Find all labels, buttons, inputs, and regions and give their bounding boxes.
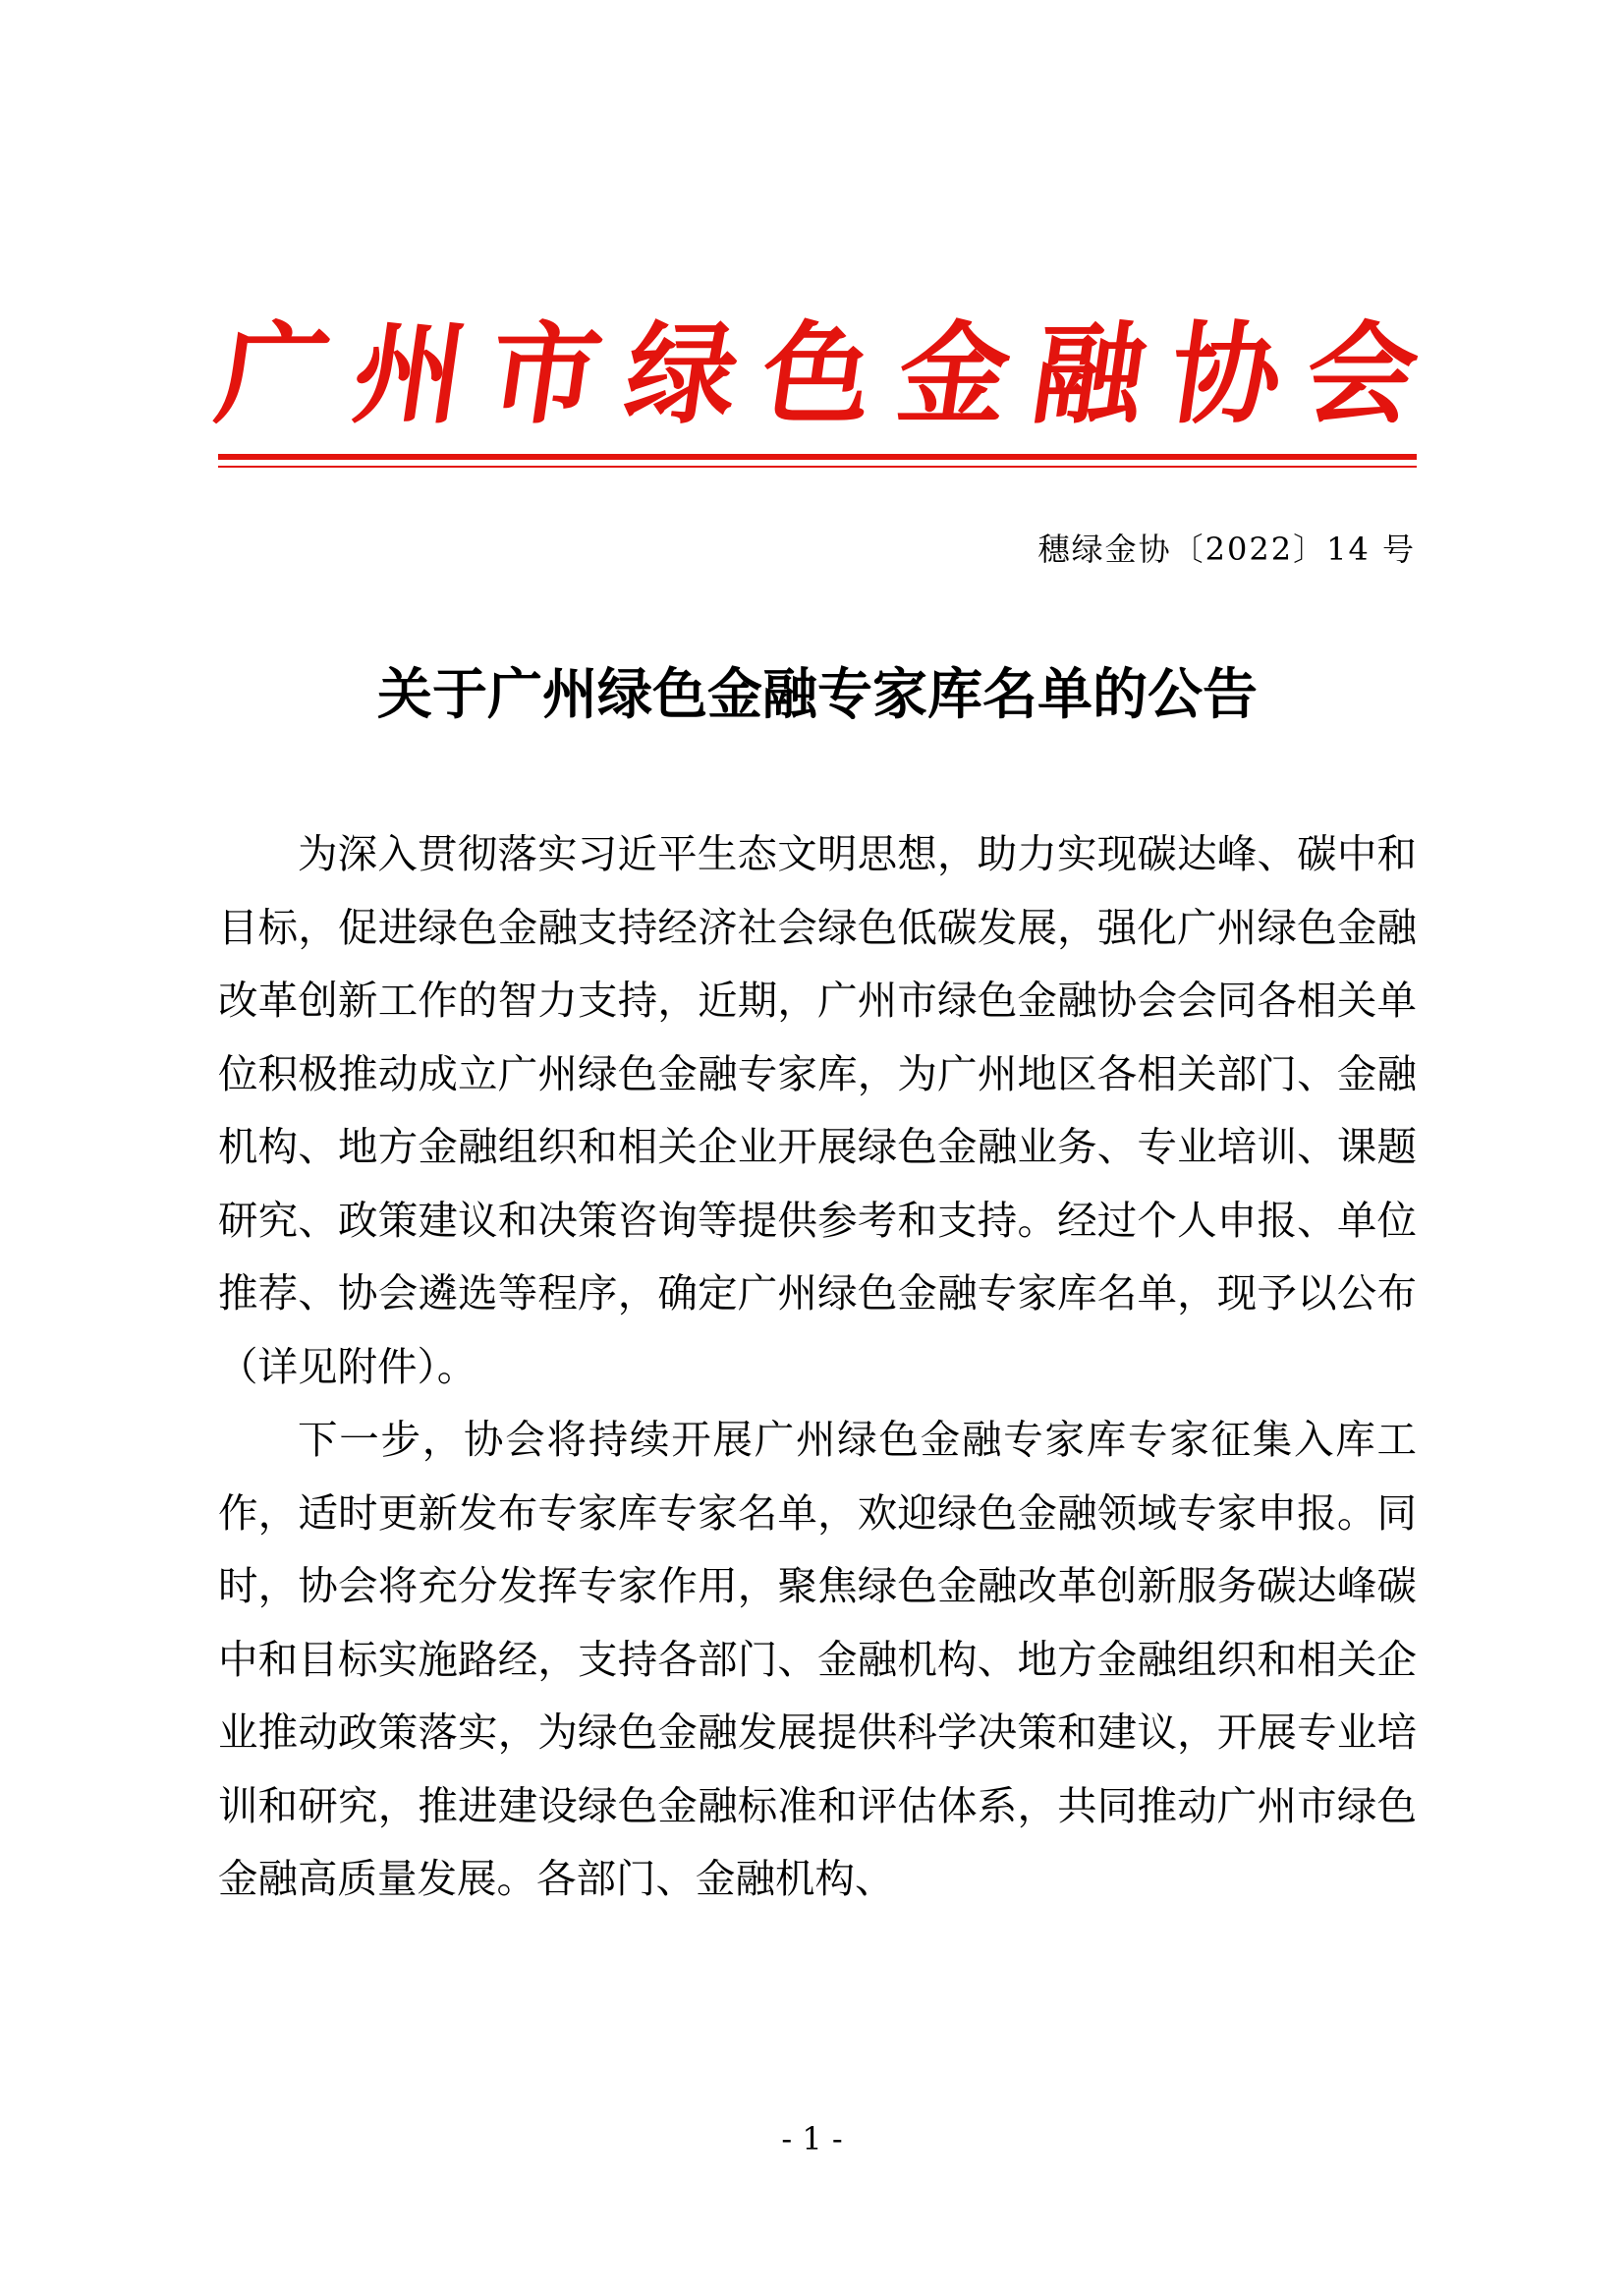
masthead-char: 州 xyxy=(345,311,474,439)
document-body xyxy=(218,817,1417,1916)
masthead-char: 会 xyxy=(1297,311,1427,439)
body-paragraph: 下一步，协会将持续开展广州绿色金融专家库专家征集入库工作，适时更新发布专家库专家名单，欢迎绿色金融领域专家申报。同时，协会将充分发挥专家作用，聚焦绿色金融改革创新服务碳达峰碳中和目标实施路经，支持各部门、金融机构、地方金融组织和相关企业推动政策落实，为绿色金融发展提供科学决策和建议，开展专业培训和研究，推进建设绿色金融标准和评估体系，共同推动广州市绿色金融高质量发展。各部门、金融机构、 xyxy=(218,1416,1417,1902)
masthead-char: 色 xyxy=(753,311,882,439)
masthead-char: 绿 xyxy=(617,311,746,439)
masthead-char: 广 xyxy=(208,311,338,439)
page-number: - 1 - xyxy=(781,2120,843,2157)
masthead-char: 金 xyxy=(889,311,1018,439)
body-paragraph: 为深入贯彻落实习近平生态文明思想，助力实现碳达峰、碳中和目标，促进绿色金融支持经济社会绿色低碳发展，强化广州绿色金融改革创新工作的智力支持，近期，广州市绿色金融协会会同各相关单位积极推动成立广州绿色金融专家库，为广州地区各相关部门、金融机构、地方金融组织和相关企业开展绿色金融业务、专业培训、课题研究、政策建议和决策咨询等提供参考和支持。经过个人申报、单位推荐、协会遴选等程序，确定广州绿色金融专家库名单，现予以公布（详见附件）。 xyxy=(218,830,1417,1390)
masthead-divider-thick xyxy=(218,454,1417,460)
document-title: 关于广州绿色金融专家库名单的公告 xyxy=(377,663,1258,727)
document-number: 穗绿金协〔2022〕14 号 xyxy=(1037,531,1416,568)
masthead-char: 融 xyxy=(1025,311,1154,439)
organization-masthead xyxy=(208,307,1427,444)
masthead-char: 协 xyxy=(1161,311,1290,439)
masthead-char: 市 xyxy=(480,311,610,439)
masthead-divider-thin xyxy=(218,466,1417,468)
